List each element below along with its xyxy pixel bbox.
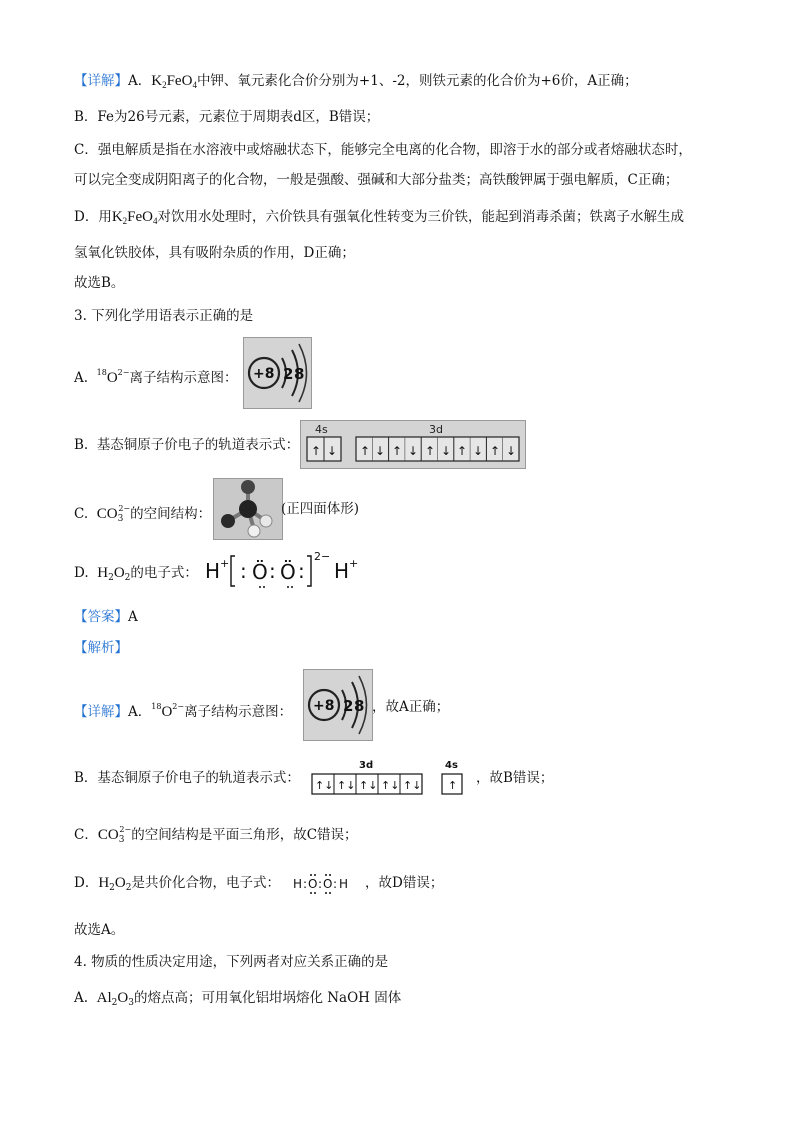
svg-text:4s: 4s bbox=[445, 760, 458, 771]
svg-text::: : bbox=[333, 877, 338, 891]
svg-text:H: H bbox=[339, 877, 349, 891]
svg-text:+: + bbox=[220, 557, 230, 570]
svg-text:↓: ↓ bbox=[375, 444, 386, 458]
svg-text:O: O bbox=[323, 877, 333, 891]
svg-text:↑: ↑ bbox=[425, 444, 436, 458]
svg-text:H: H bbox=[205, 559, 221, 583]
q3-option-d: D. $H_2O_2$的电子式： bbox=[74, 565, 198, 583]
q2-conclusion: 故选B。 bbox=[74, 275, 125, 291]
q3-detail-b: B．基态铜原子价电子的轨道表示式： bbox=[74, 770, 300, 786]
svg-text:8: 8 bbox=[354, 697, 365, 715]
svg-text:↑: ↑ bbox=[457, 444, 468, 458]
q3-detail-a-after: ，故A正确； bbox=[372, 699, 450, 715]
q4-option-a: A. $Al_2O_3$的熔点高；可用氧化铝坩埚熔化 NaOH 固体 bbox=[74, 990, 402, 1008]
q3-answer: 【答案】A bbox=[74, 609, 138, 625]
svg-text:↑: ↑ bbox=[311, 444, 322, 458]
svg-text:Ö: Ö bbox=[252, 560, 268, 584]
q2-detail-c-line1: C．强电解质是指在水溶液中或熔融状态下，能够完全电离的化合物，即溶于水的部分或者熔融状态时， bbox=[74, 142, 692, 158]
svg-text::: : bbox=[298, 559, 305, 583]
q2-detail-d-line1: D．用$K_2FeO_4$对饮用水处理时，六价铁具有强氧化性转变为三价铁，能起到消毒杀菌；铁离子水解生成 bbox=[74, 209, 685, 226]
svg-text:↓: ↓ bbox=[441, 444, 452, 458]
q2-detail-c-line2: 可以完全变成阴阳离子的化合物，一般是强酸、强碱和大部分盐类；高铁酸钾属于强电解质，C正确； bbox=[74, 172, 679, 188]
svg-text:↑↓: ↑↓ bbox=[359, 779, 378, 792]
svg-text:3d: 3d bbox=[429, 423, 443, 436]
orbital-diagram-correct bbox=[309, 756, 469, 798]
svg-text:↑: ↑ bbox=[360, 444, 371, 458]
svg-text:2: 2 bbox=[343, 697, 354, 715]
q4-stem: 4. 物质的性质决定用途，下列两者对应关系正确的是 bbox=[74, 954, 389, 970]
q3-stem: 3. 下列化学用语表示正确的是 bbox=[74, 308, 254, 324]
ion-structure-photo-2 bbox=[303, 669, 373, 741]
q2-detail-a: 【详解】A．$K_2FeO_4$中钾、氧元素化合价分别为+1、-2，则铁元素的化合价为+6价，A正确； bbox=[74, 73, 638, 90]
svg-text::: : bbox=[240, 559, 247, 583]
q3-conclusion: 故选A。 bbox=[74, 922, 125, 938]
svg-text:+8: +8 bbox=[313, 698, 335, 714]
svg-text:↑↓: ↑↓ bbox=[337, 779, 356, 792]
svg-text:3d: 3d bbox=[359, 760, 374, 771]
svg-text::: : bbox=[303, 877, 308, 891]
svg-text:2: 2 bbox=[283, 365, 294, 383]
q3-analysis-tag: 【解析】 bbox=[74, 640, 128, 656]
h2o2-ionic-formula bbox=[203, 548, 363, 592]
q3-detail-d: D．$H_2O_2$是共价化合物，电子式： bbox=[74, 875, 280, 893]
svg-text::: : bbox=[269, 559, 276, 583]
svg-text:4s: 4s bbox=[315, 423, 328, 436]
orbital-diagram-photo bbox=[300, 420, 526, 469]
q2-detail-d-line2: 氢氧化铁胶体，具有吸附杂质的作用，D正确； bbox=[74, 245, 355, 261]
q3-option-b: B. 基态铜原子价电子的轨道表示式： bbox=[74, 437, 300, 453]
q2-detail-b: B．Fe为26号元素，元素位于周期表d区，B错误； bbox=[74, 109, 380, 125]
svg-text:↓: ↓ bbox=[327, 444, 338, 458]
q3-detail-b-after: ，故B错误； bbox=[476, 770, 554, 786]
q3-detail-a: 【详解】A．$^{18}O^{2-}$离子结构示意图： bbox=[74, 702, 293, 720]
q3-detail-c: C．$CO_3^{2-}$的空间结构是平面三角形，故C错误； bbox=[74, 825, 358, 845]
ion-diagram bbox=[244, 338, 311, 408]
q3-detail-d-after: ，故D错误； bbox=[365, 875, 444, 891]
q3-option-a: A. $^{18}O^{2-}$离子结构示意图： bbox=[74, 368, 238, 386]
svg-text:+8: +8 bbox=[253, 366, 275, 382]
svg-text:H: H bbox=[293, 877, 303, 891]
q3-option-c: C. $CO_3^{2-}$的空间结构： bbox=[74, 504, 212, 524]
ball-stick-model bbox=[214, 479, 282, 539]
h2o2-covalent-formula bbox=[292, 870, 362, 898]
svg-text:↓: ↓ bbox=[506, 444, 517, 458]
svg-text:↑↓: ↑↓ bbox=[381, 779, 400, 792]
orbital-diagram-wrong bbox=[301, 421, 525, 468]
ion-diagram-2 bbox=[304, 670, 372, 740]
q3-option-c-after: (正四面体形) bbox=[281, 501, 360, 517]
svg-text:+: + bbox=[349, 557, 359, 570]
ion-structure-photo bbox=[243, 337, 312, 409]
svg-text:Ö: Ö bbox=[280, 560, 296, 584]
svg-text:↑: ↑ bbox=[490, 444, 501, 458]
svg-text:H: H bbox=[334, 559, 350, 583]
svg-text:↑↓: ↑↓ bbox=[403, 779, 422, 792]
svg-text:↑↓: ↑↓ bbox=[315, 779, 334, 792]
svg-text::: : bbox=[318, 877, 323, 891]
tetrahedral-model-photo bbox=[213, 478, 283, 540]
svg-text:↑: ↑ bbox=[448, 779, 458, 792]
svg-text:O: O bbox=[308, 877, 318, 891]
svg-text:↑: ↑ bbox=[392, 444, 403, 458]
svg-text:↓: ↓ bbox=[473, 444, 484, 458]
svg-text:2−: 2− bbox=[314, 550, 331, 563]
svg-text:8: 8 bbox=[294, 365, 305, 383]
svg-text:↓: ↓ bbox=[408, 444, 419, 458]
